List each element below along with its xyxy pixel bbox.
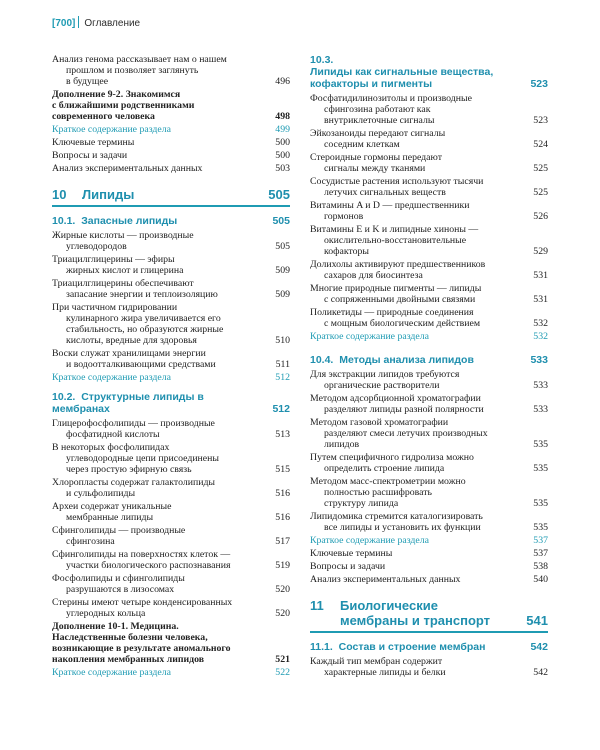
chapter-title: Липиды (82, 187, 135, 202)
toc-entry[interactable] (52, 302, 290, 346)
entry-text-line: Воски служат хранилищами энергии (52, 348, 206, 359)
entry-page-number: 520 (275, 584, 290, 595)
toc-entry[interactable] (52, 621, 290, 665)
entry-text-line: характерные липиды и белки (324, 667, 446, 678)
entry-page-number: 510 (275, 335, 290, 346)
section-10-4-entries (310, 369, 548, 585)
toc-entry[interactable] (310, 200, 548, 222)
section-number: 10.3. (310, 54, 334, 66)
section-page: 542 (530, 641, 548, 653)
entry-page-number: 498 (275, 111, 290, 122)
header-title: Оглавление (84, 18, 141, 29)
entry-text-line: кулинарного жира увеличивается его (66, 313, 221, 324)
toc-entry[interactable] (310, 574, 548, 585)
top-entries (52, 54, 290, 174)
entry-text-line: Жирные кислоты — производные (52, 230, 194, 241)
chapter-page: 541 (526, 613, 548, 628)
right-column (310, 54, 548, 680)
entry-text-line: Археи содержат уникальные (52, 501, 172, 512)
toc-entry[interactable] (52, 348, 290, 370)
entry-page-number: 505 (275, 241, 290, 252)
toc-entry[interactable] (310, 283, 548, 305)
entry-text-line: Краткое содержание раздела (310, 331, 429, 342)
entry-text-line: накопления мембранных липидов (52, 654, 205, 665)
toc-entry[interactable] (310, 93, 548, 126)
entry-text-line: Анализ генома рассказывает нам о нашем (52, 54, 227, 65)
toc-entry[interactable] (52, 137, 290, 148)
summary-entry[interactable] (52, 667, 290, 678)
entry-text-line: структуру липида (324, 498, 399, 509)
entry-text-line: Дополнение 9-2. Знакомимся (52, 89, 181, 100)
section-10-3-heading[interactable] (310, 54, 548, 90)
entry-text-line: прошлом и позволяет заглянуть (66, 65, 199, 76)
toc-entry[interactable] (310, 452, 548, 474)
section-title: Методы анализа липидов (339, 354, 474, 366)
entry-text-line: Дополнение 10-1. Медицина. (52, 621, 179, 632)
entry-page-number: 500 (275, 137, 290, 148)
entry-text-line: углеводородов (66, 241, 127, 252)
entry-text-line: с сопряженными двойными связями (324, 294, 476, 305)
entry-text-line: углеводородные цепи присоединены (66, 453, 219, 464)
section-page: 512 (272, 403, 290, 415)
entry-text-line: современного человека (52, 111, 155, 122)
section-10-2-entries (52, 418, 290, 678)
entry-text-line: Фосфатидилинозитолы и производные (310, 93, 472, 104)
entry-text-line: стабильность, но образуются жирные (66, 324, 224, 335)
entry-text-line: Краткое содержание раздела (310, 535, 429, 546)
entry-text-line: через простую эфирную связь (66, 464, 192, 475)
section-10-3-entries (310, 93, 548, 342)
toc-entry[interactable] (52, 163, 290, 174)
entry-text-line: разделяют смеси летучих производных (324, 428, 488, 439)
entry-page-number: 542 (533, 667, 548, 678)
entry-page-number: 537 (533, 548, 548, 559)
entry-page-number: 535 (533, 463, 548, 474)
entry-text-line: и водоотталкивающими средствами (66, 359, 216, 370)
entry-text-line: Путем специфичного гидролиза можно (310, 452, 474, 463)
entry-text-line: все липиды и установить их функции (324, 522, 481, 533)
section-number: 11.1. (310, 641, 333, 653)
entry-page-number: 531 (533, 294, 548, 305)
entry-text-line: Витамины E и K и липидные хиноны — (310, 224, 479, 235)
chapter-number: 10 (52, 187, 67, 202)
summary-entry[interactable] (310, 535, 548, 546)
chapter-number: 11 (310, 598, 324, 613)
entry-text-line: Стерины имеют четыре конденсированных (52, 597, 233, 608)
entry-page-number: 532 (533, 318, 548, 329)
entry-text-line: и сульфолипиды (66, 488, 136, 499)
entry-text-line: жирных кислот и глицерина (66, 265, 184, 276)
entry-page-number: 503 (275, 163, 290, 174)
entry-page-number: 499 (275, 124, 290, 135)
entry-page-number: 511 (275, 359, 290, 370)
entry-text-line: фосфатидной кислоты (66, 429, 160, 440)
entry-page-number: 532 (533, 331, 548, 342)
entry-text-line: летучих сигнальных веществ (324, 187, 446, 198)
chapter-title-line: Биологические (340, 598, 438, 613)
entry-text-line: Вопросы и задачи (52, 150, 128, 161)
toc-entry[interactable] (52, 418, 290, 440)
entry-page-number: 516 (275, 488, 290, 499)
toc-entry[interactable] (52, 525, 290, 547)
entry-text-line: Методом масс-спектрометрии можно (310, 476, 466, 487)
toc-entry[interactable] (310, 307, 548, 329)
toc-entry[interactable] (310, 224, 548, 257)
entry-page-number: 529 (533, 246, 548, 257)
toc-entry[interactable] (52, 230, 290, 252)
entry-text-line: кислоты, вредные для здоровья (66, 335, 197, 346)
page-header (52, 16, 140, 29)
toc-entry[interactable] (310, 152, 548, 174)
entry-text-line: Краткое содержание раздела (52, 372, 171, 383)
entry-page-number: 535 (533, 439, 548, 450)
entry-text-line: Эйкозаноиды передают сигналы (310, 128, 446, 139)
entry-text-line: сфингозина (66, 536, 115, 547)
toc-entry[interactable] (310, 656, 548, 678)
toc-entry[interactable] (310, 128, 548, 150)
entry-page-number: 509 (275, 265, 290, 276)
entry-text-line: Хлоропласты содержат галактолипиды (52, 477, 216, 488)
section-title-line: кофакторы и пигменты (310, 78, 433, 90)
entry-page-number: 535 (533, 522, 548, 533)
toc-entry[interactable] (52, 597, 290, 619)
entry-page-number: 520 (275, 608, 290, 619)
entry-text-line: Глицерофосфолипиды — производные (52, 418, 215, 429)
entry-page-number: 517 (275, 536, 290, 547)
entry-text-line: органические растворители (324, 380, 440, 391)
toc-entry[interactable] (52, 89, 290, 122)
entry-page-number: 538 (533, 561, 548, 572)
entry-text-line: Триацилглицерины — эфиры (52, 254, 175, 265)
toc-entry[interactable] (310, 393, 548, 415)
entry-text-line: окислительно-восстановительные (324, 235, 467, 246)
entry-text-line: Краткое содержание раздела (52, 124, 171, 135)
entry-text-line: Липидомика стремится каталогизировать (310, 511, 483, 522)
section-10-2-heading[interactable] (52, 391, 290, 415)
entry-page-number: 521 (275, 654, 290, 665)
entry-text-line: полностью расшифровать (324, 487, 433, 498)
entry-text-line: Вопросы и задачи (310, 561, 386, 572)
chapter-title-line: мембраны и транспорт (340, 613, 491, 628)
entry-text-line: разрушаются в лизосомах (66, 584, 175, 595)
entry-text-line: разделяют липиды разной полярности (324, 404, 484, 415)
section-title: Запасные липиды (81, 215, 178, 227)
entry-text-line: При частичном гидрировании (52, 302, 178, 313)
entry-text-line: сахаров для биосинтеза (324, 270, 423, 281)
entry-text-line: Сосудистые растения используют тысячи (310, 176, 484, 187)
summary-entry[interactable] (52, 372, 290, 383)
entry-text-line: мембранные липиды (66, 512, 154, 523)
section-title: Состав и строение мембран (338, 641, 486, 653)
entry-text-line: Анализ экспериментальных данных (310, 574, 461, 585)
entry-text-line: липидов (324, 439, 360, 450)
entry-text-line: Многие природные пигменты — липиды (310, 283, 482, 294)
entry-text-line: Витамины A и D — предшественники (310, 200, 470, 211)
entry-text-line: Сфинголипиды — производные (52, 525, 186, 536)
chapter-11-heading[interactable] (310, 598, 548, 633)
entry-text-line: в будущее (66, 76, 109, 87)
entry-text-line: В некоторых фосфолипидах (52, 442, 170, 453)
entry-text-line: углеродных кольца (66, 608, 146, 619)
page-number: [700] (52, 18, 76, 29)
chapter-10-heading[interactable] (52, 187, 290, 207)
entry-page-number: 540 (533, 574, 548, 585)
section-page: 533 (530, 354, 548, 366)
header-divider (78, 16, 79, 28)
section-title-line: Липиды как сигнальные вещества, (310, 66, 494, 78)
entry-page-number: 525 (533, 163, 548, 174)
section-number: 10.4. (310, 354, 334, 366)
entry-text-line: Фосфолипиды и сфинголипиды (52, 573, 185, 584)
entry-text-line: сфингозина работают как (324, 104, 431, 115)
entry-text-line: определить строение липида (324, 463, 445, 474)
section-10-1-entries (52, 230, 290, 383)
entry-text-line: Краткое содержание раздела (52, 667, 171, 678)
entry-page-number: 533 (533, 404, 548, 415)
entry-text-line: Наследственные болезни человека, (52, 632, 208, 643)
entry-page-number: 522 (275, 667, 290, 678)
section-number: 10.2. (52, 391, 76, 403)
entry-page-number: 515 (275, 464, 290, 475)
toc-entry[interactable] (310, 176, 548, 198)
entry-text-line: Поликетиды — природные соединения (310, 307, 474, 318)
toc-entry[interactable] (310, 476, 548, 509)
toc-entry[interactable] (52, 477, 290, 499)
section-11-1-entries (310, 656, 548, 678)
entry-text-line: Стероидные гормоны передают (310, 152, 442, 163)
toc-entry[interactable] (310, 561, 548, 572)
entry-text-line: Триацилглицерины обеспечивают (52, 278, 194, 289)
toc-entry[interactable] (52, 254, 290, 276)
toc-entry[interactable] (52, 150, 290, 161)
entry-page-number: 500 (275, 150, 290, 161)
entry-page-number: 496 (275, 76, 290, 87)
entry-page-number: 519 (275, 560, 290, 571)
entry-page-number: 524 (533, 139, 548, 150)
entry-page-number: 533 (533, 380, 548, 391)
entry-text-line: внутриклеточные сигналы (324, 115, 435, 126)
left-column (52, 54, 290, 680)
summary-entry[interactable] (310, 331, 548, 342)
entry-page-number: 523 (533, 115, 548, 126)
entry-page-number: 516 (275, 512, 290, 523)
entry-text-line: сигналы между тканями (324, 163, 426, 174)
entry-text-line: Анализ экспериментальных данных (52, 163, 203, 174)
entry-text-line: Сфинголипиды на поверхностях клеток — (52, 549, 231, 560)
entry-text-line: Каждый тип мембран содержит (310, 656, 443, 667)
entry-page-number: 526 (533, 211, 548, 222)
toc-entry[interactable] (310, 369, 548, 391)
toc-entry[interactable] (52, 54, 290, 87)
toc-entry[interactable] (310, 259, 548, 281)
entry-text-line: Для экстракции липидов требуются (310, 369, 460, 380)
entry-text-line: Методом газовой хроматографии (310, 417, 449, 428)
entry-page-number: 512 (275, 372, 290, 383)
entry-text-line: с ближайшими родственниками (52, 100, 195, 111)
summary-entry[interactable] (52, 124, 290, 135)
entry-text-line: Долихолы активируют предшественников (310, 259, 486, 270)
entry-text-line: гормонов (324, 211, 364, 222)
entry-text-line: запасание энергии и теплоизоляцию (66, 289, 218, 300)
entry-page-number: 531 (533, 270, 548, 281)
toc-entry[interactable] (52, 549, 290, 571)
entry-page-number: 525 (533, 187, 548, 198)
section-page: 505 (272, 215, 290, 227)
section-number: 10.1. (52, 215, 76, 227)
entry-text-line: участки биологического распознавания (66, 560, 231, 571)
entry-text-line: кофакторы (324, 246, 370, 257)
toc-entry[interactable] (310, 548, 548, 559)
chapter-page: 505 (268, 187, 290, 202)
entry-text-line: соседним клеткам (324, 139, 400, 150)
entry-page-number: 535 (533, 498, 548, 509)
entry-page-number: 509 (275, 289, 290, 300)
entry-text-line: возникающие в результате аномального (52, 643, 231, 654)
toc-entry[interactable] (52, 442, 290, 475)
entry-text-line: Ключевые термины (52, 137, 135, 148)
entry-page-number: 537 (533, 535, 548, 546)
toc-entry[interactable] (310, 511, 548, 533)
entry-text-line: с мощным биологическим действием (324, 318, 481, 329)
toc-entry[interactable] (52, 501, 290, 523)
section-title: Структурные липиды в мембранах (52, 391, 204, 415)
toc-entry[interactable] (52, 278, 290, 300)
entry-text-line: Ключевые термины (310, 548, 393, 559)
section-11-1-heading[interactable] (310, 641, 548, 653)
toc-entry[interactable] (52, 573, 290, 595)
entry-page-number: 513 (275, 429, 290, 440)
section-10-1-heading[interactable] (52, 215, 290, 227)
section-10-4-heading[interactable] (310, 354, 548, 366)
entry-text-line: Методом адсорбционной хроматографии (310, 393, 481, 404)
toc-entry[interactable] (310, 417, 548, 450)
section-page: 523 (530, 78, 548, 90)
